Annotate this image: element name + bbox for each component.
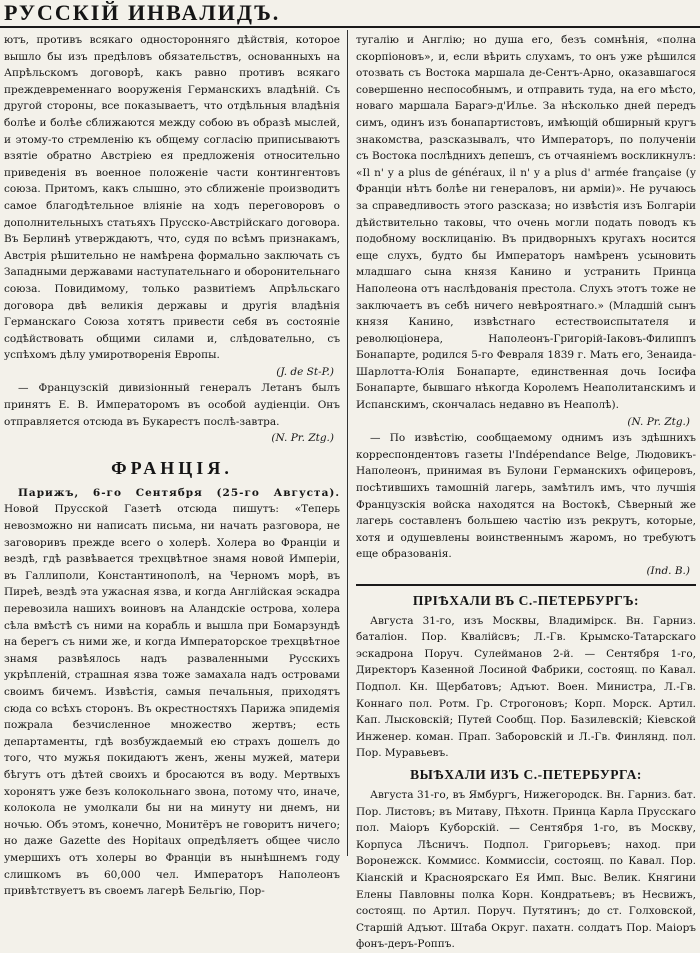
article-paragraph [4, 485, 340, 900]
right-column [356, 32, 696, 951]
departures-list: Августа 31-го, въ Ямбургъ, Нижегородск. Вн. Гарниз. бат. Пор. Листовъ; въ Митаву, Пѣхотн. Принца Карла Прусскаго пол. Маіоръ Куборскій. — Сентября 1-го, въ Москву, Корпуса Лѣсничъ. Подпол. Григорьевъ; наход. при Воронежск. Коммисс. Коммиссіи, состоящ. по Кавал. Пор. Кіанскій и Красноярскаго Ея Имп. Выс. Велик. Княгини Елены Павловны полка Корн. Кондратьевъ; въ Несвижъ, состоящ. по Артил. Поруч. Путятинъ; до ст. Голховской, Старшій Адъют. Штаба Округ. пахатн. солдатъ Пор. Маіоръ фонъ-деръ-Роппъ. [356, 788, 696, 951]
dateline: Парижъ, 6-го Сентября (25-го Августа). [18, 486, 340, 499]
masthead-title: РУССКІЙ ИНВАЛИДЪ. [4, 0, 281, 25]
column-divider [347, 30, 348, 856]
source-signature: (N. Pr. Ztg.) [627, 415, 690, 428]
article-paragraph: — По извѣстію, сообщаемому однимъ изъ здѣшнихъ корреспондентовъ газеты l'Indépendance Belge, Людовикъ-Наполеонъ, принимая въ Булони Германскихъ офицеровъ, посѣтившихъ тамошній лагерь, замѣтилъ имъ, что лучшія Французскія войска находятся на Востокѣ, Сѣверный же лагерь составленъ большею частію изъ рекрутъ, которые, хотя и одушевлены воинственнымъ жаромъ, но требуютъ еще образованія. [356, 432, 696, 561]
arrivals-heading: ПРІѢХАЛИ ВЪ С.-ПЕТЕРБУРГЪ: [412, 592, 640, 608]
section-rule [356, 584, 696, 586]
section-heading-france: ФРАНЦІЯ. [111, 457, 233, 478]
source-signature: (J. de St-P.) [276, 365, 334, 378]
article-paragraph: тугалію и Англію; но душа его, безъ сомнѣнія, «полна скорпіоновъ», и, если вѣрить слухамъ, то онъ уже рѣшился отозвать съ Востока маршала де-Сентъ-Арно, оказавшагося совершенно неспособнымъ, и отправить туда, на его мѣсто, новаго маршала Барагэ-д'Илье. За нѣсколько дней передъ симъ, одинъ изъ бонапартистовъ, имѣющій обширный кругъ знакомства, разсказывалъ, что Императоръ, по полученіи съ Востока послѣднихъ депешъ, съ отчаяніемъ воскликнулъ: «Il n' y a plus de généraux, il n' y a plus d' armée française (у Франціи нѣтъ болѣе ни генераловъ, ни арміи)». Не ручаюсь за справедливость этого разсказа; но извѣстія изъ Болгаріи дѣйствительно таковы, что очень могли подать поводъ къ подобному восклицанію. Въ придворныхъ кругахъ носится еще слухъ, будто бы Императоръ намѣренъ усыновить младшаго сына князя Канино и устранить Принца Наполеона отъ наслѣдованія престола. Слухъ этотъ тоже не заключаетъ въ себѣ ничего невѣроятнаго.» (Младшій сынъ князя Канино, извѣстнаго естествоиспытателя и революціонера, Наполеонъ-Григорій-Іаковъ-Филиппъ Бонапарте, родился 5-го Февраля 1839 г. Мать его, Зенаида-Шарлотта-Юлія Бонапарте, единственная дочь Іосифа Бонапарте, бывшаго нѣкогда Королемъ Неаполитанскимъ и Испанскимъ, скончалась недавно въ Неаполѣ). [356, 34, 696, 412]
article-body: Новой Прусской Газетѣ отсюда пишутъ: «Теперь невозможно ни написать письма, ни начать разговора, не заговоривъ прежде всего о холерѣ. Холера во Франціи и вездѣ, гдѣ развѣвается трехцвѣтное знамя новой Имперіи, въ Галлиполи, Константинополѣ, на Черномъ морѣ, въ Пиреѣ, вездѣ эта ужасная язва, и когда Англійская эскадра перевозила нашихъ воиновъ на Аландскіе острова, холера сѣла вмѣстѣ съ ними на корабль и вышла при Бомарзундѣ на берегъ съ ними же, и когда Императорское трехцвѣтное знамя развѣялось надъ разваленными Русскихъ укрѣпленій, страшная язва тоже замахала надъ островами своимъ бичемъ. Извѣстія, самыя печальныя, приходятъ сюда со всѣхъ сторонъ. Въ окрестностяхъ Парижа эпидемія пожрала безчисленное множество жертвъ; есть департаменты, гдѣ возбуждаемый ею страхъ дошелъ до того, что мужья покидаютъ женъ, жены мужей, матери бѣгутъ отъ дѣтей своихъ и бросаются въ воду. Мертвыхъ хоронятъ уже безъ колокольнаго звона, потому что, иначе, колокола не умолкали бы ни на минуту ни днемъ, ни ночью. Объ этомъ, конечно, Монитёръ не говоритъ ничего; но даже Gazette des Hopitaux опредѣляетъ общее число умершихъ отъ холеры во Франціи въ нынѣшнемъ году слишкомъ въ 60,000 чел. Императоръ Наполеонъ привѣтствуетъ въ своемъ лагерѣ Бельгію, Пор- [4, 503, 340, 898]
article-paragraph: ютъ, противъ всякаго односторонняго дѣйствія, которое вышло бы изъ предѣловъ обязательствъ, основанныхъ на Апрѣльскомъ договорѣ, какъ равно противъ всякаго преждевременнаго вооруженія Германскихъ владѣній. Съ другой стороны, все показываетъ, что отдѣльныя владѣнія болѣе и болѣе сближаются между собою въ образѣ мыслей, и этому-то стремленію къ общему согласію приписываютъ взятіе обратно Австріею ея предложенія относительно приведенія въ военное положеніе части контингентовъ союза. Притомъ, какъ слышно, это сближеніе производитъ самое благодѣтельное вліяніе на ходъ переговоровъ о дополнительныхъ статьяхъ Прусско-Австрійскаго договора. Въ Берлинѣ утверждаютъ, что, судя по всѣмъ признакамъ, Австрія рѣшительно не намѣрена формально заключать съ Западными державами наступательнаго и оборонительнаго союза. Повидимому, только развитіемъ Апрѣльскаго договора двѣ великія державы и другія владѣнія Германскаго Союза хотятъ привести себя въ состояніе содѣйствовать общими силами и, слѣдовательно, съ успѣхомъ дѣлу умиротворенія Европы. [4, 34, 340, 362]
arrivals-list: Августа 31-го, изъ Москвы, Владимірск. Вн. Гарниз. баталіон. Пор. Квалійсвъ; Л.-Гв. Крымско-Татарскаго эскадрона Поруч. Сулейманов 2-й. — Сентября 1-го, Директоръ Казенной Лосиной Фабрики, состоящ. по Кавал. Подпол. Кн. Щербатовъ; Адъют. Воен. Министра, Л.-Гв. Коннаго пол. Ротм. Гр. Строгоновъ; Корп. Морск. Артил. Кап. Лысковскій; Путей Сообщ. Пор. Базилевскій; Кіевской Инженер. коман. Прап. Заборовскій и Л.-Гв. Финлянд. пол. Пор. Муравьевъ. [356, 614, 696, 760]
source-signature: (N. Pr. Ztg.) [271, 432, 334, 445]
left-column [4, 32, 340, 898]
source-signature: (Ind. B.) [646, 565, 690, 577]
departures-heading: ВЫѢХАЛИ ИЗЪ С.-ПЕТЕРБУРГА: [410, 766, 642, 782]
masthead [0, 0, 700, 28]
article-paragraph: — Французскій дивизіонный генералъ Летанъ былъ принятъ Е. В. Императоромъ въ особой аудіенціи. Онъ отправляется отсюда въ Букарестъ послѣ-завтра. [4, 382, 340, 428]
